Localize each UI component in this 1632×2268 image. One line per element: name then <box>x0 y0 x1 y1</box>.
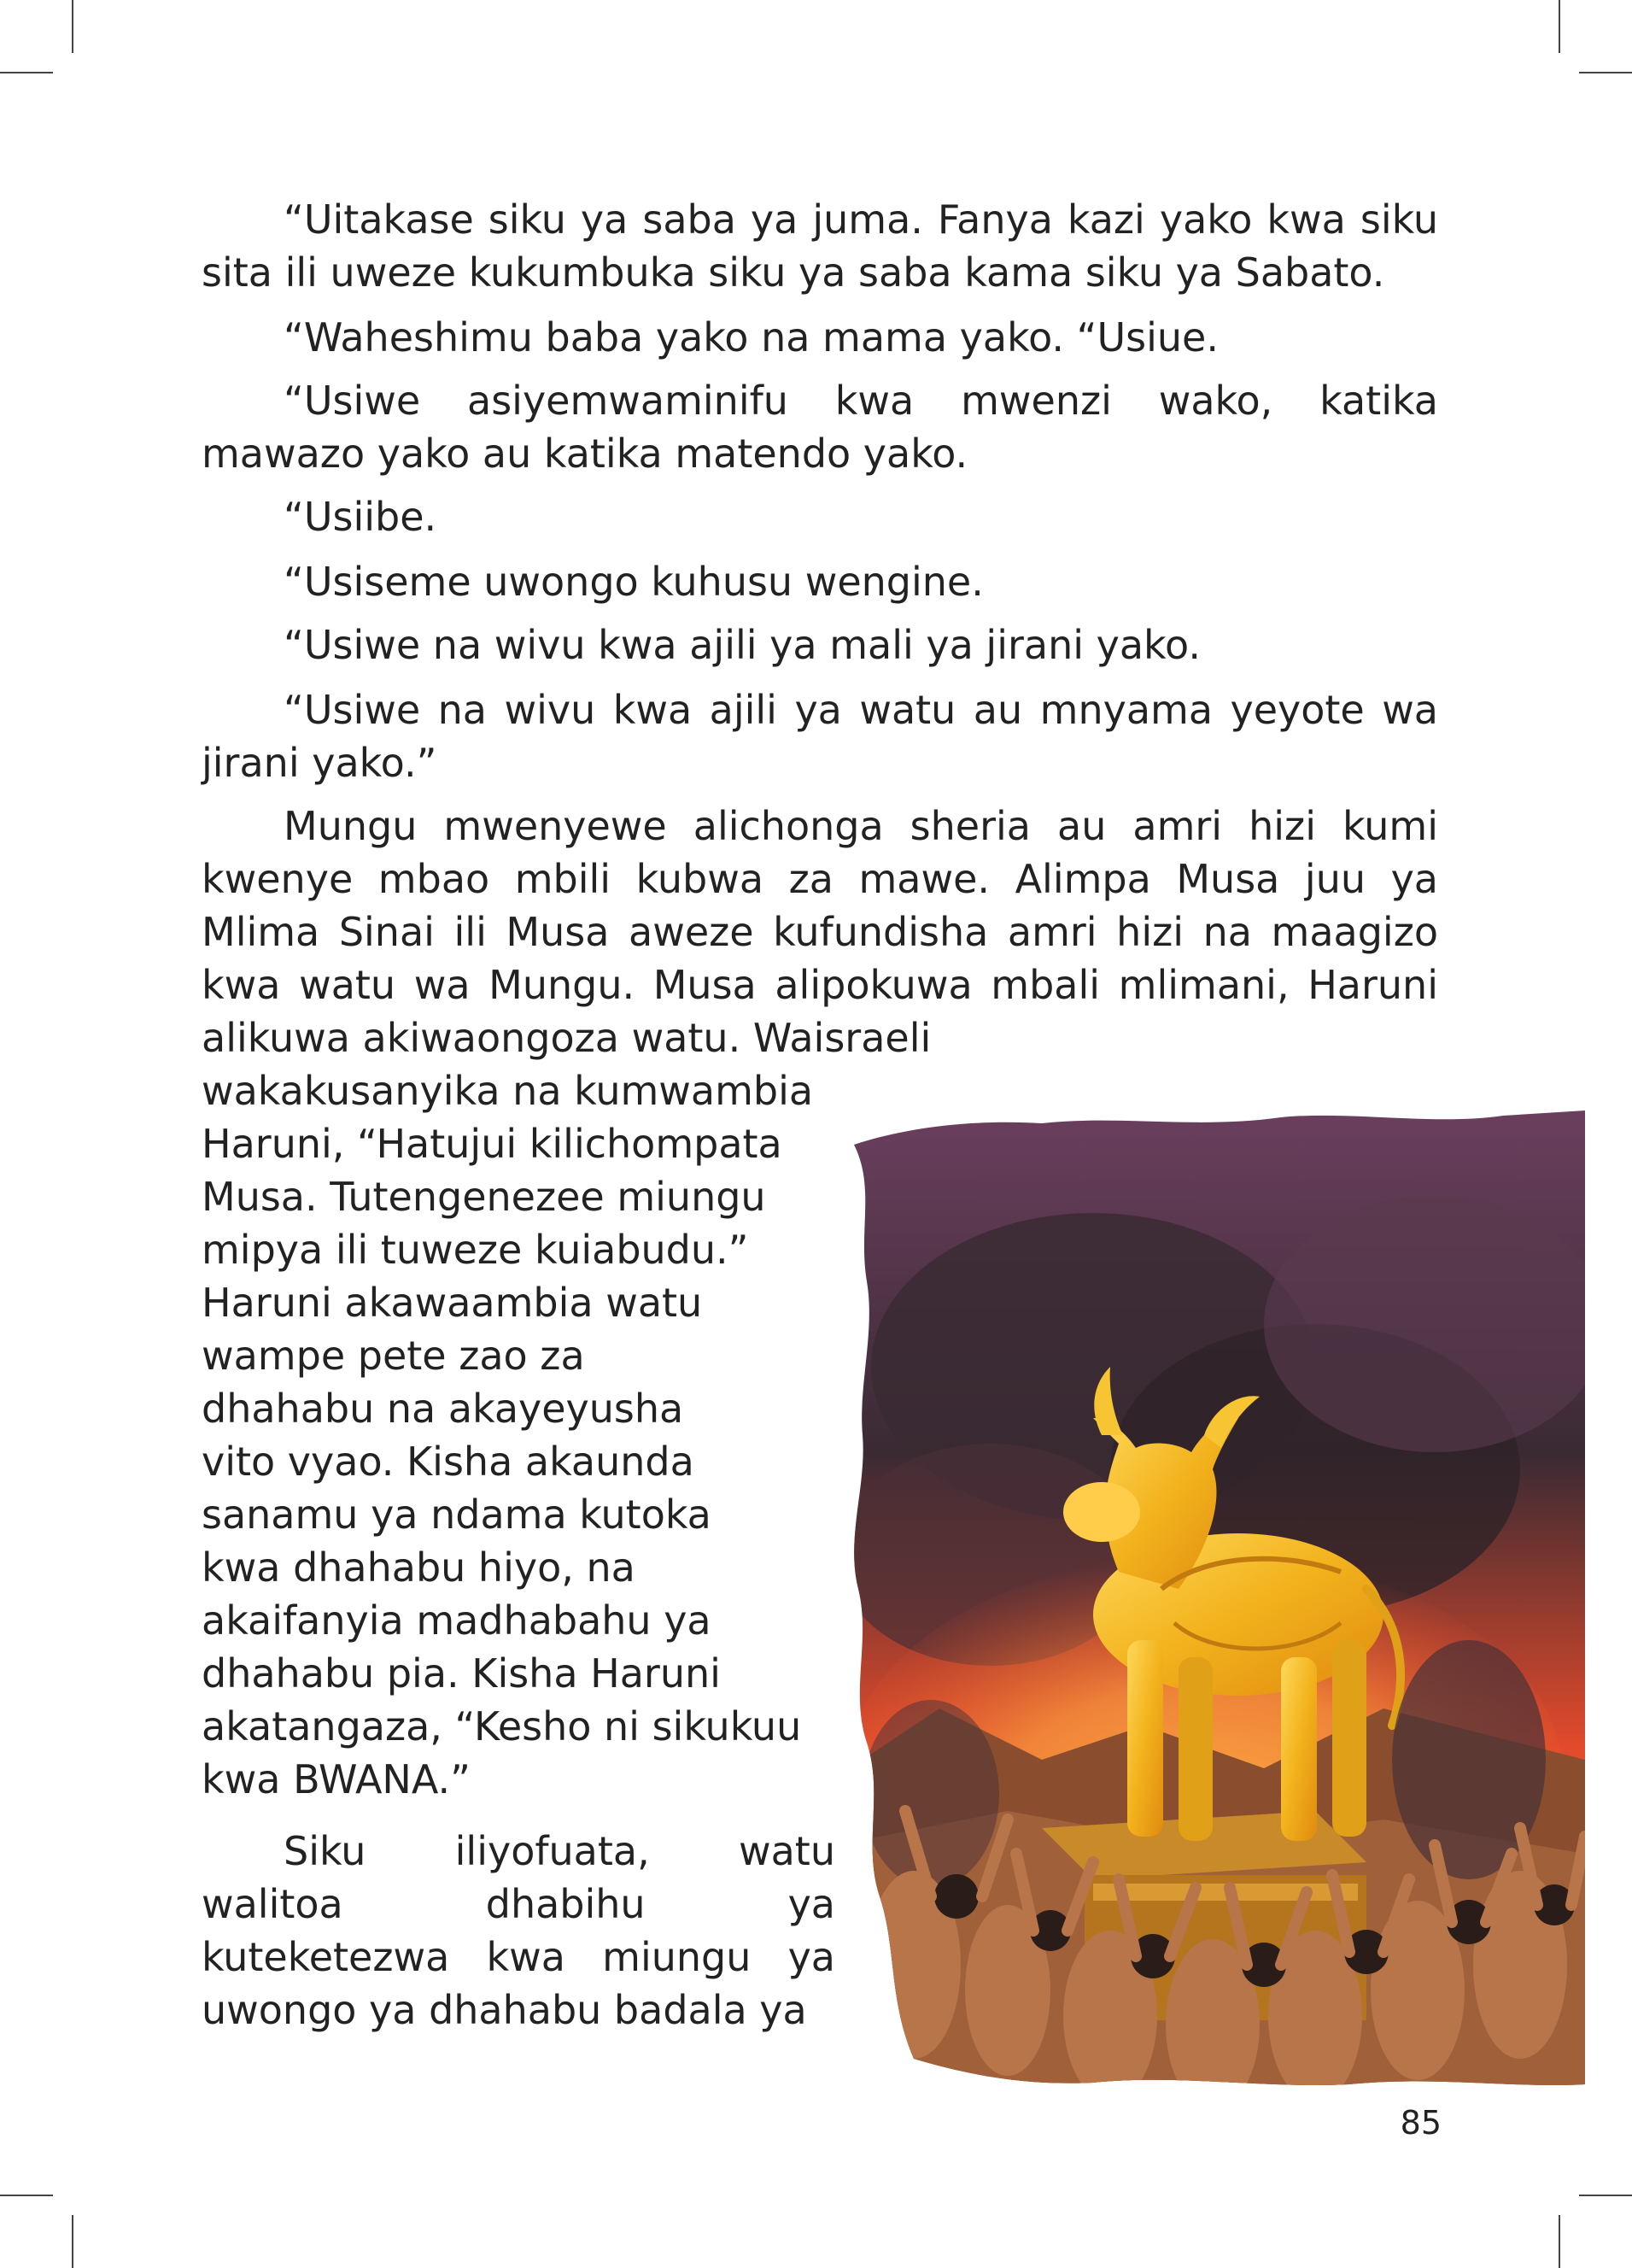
paragraph-covet-people: “Usiwe na wivu kwa ajili ya watu au mnyama yeyote wa jirani yako.” <box>202 687 1438 786</box>
wrap-line: Haruni akawaambia watu <box>202 1280 703 1326</box>
wrap-line: Musa. Tutengenezee miungu <box>202 1174 766 1220</box>
wrap-line: Haruni, “Hatujui kilichompata <box>202 1121 782 1167</box>
wrap-line: akatangaza, “Kesho ni sikukuu <box>202 1703 802 1749</box>
crop-mark-top-right-h <box>1579 72 1632 73</box>
crop-mark-bottom-right-h <box>1579 2195 1632 2196</box>
paragraph-covet-property: “Usiwe na wivu kwa ajili ya mali ya jirani yako. <box>284 622 1201 668</box>
wrap-line: kwa BWANA.” <box>202 1756 471 1802</box>
crop-mark-bottom-right-v <box>1559 2215 1560 2268</box>
wrap-line: vito vyao. Kisha akaunda <box>202 1439 694 1485</box>
crop-mark-top-left-v <box>72 0 73 53</box>
wrap-line: kwa dhahabu hiyo, na <box>202 1544 635 1591</box>
wrap-line: dhahabu pia. Kisha Haruni <box>202 1650 721 1697</box>
wrap-line: wampe pete zao za <box>202 1333 585 1379</box>
paragraph-do-not-steal: “Usiibe. <box>284 494 437 540</box>
golden-calf-illustration <box>837 1111 1585 2089</box>
paragraph-do-not-lie: “Usiseme uwongo kuhusu wengine. <box>284 559 984 605</box>
paragraph-sabbath: “Uitakase siku ya saba ya juma. Fanya kazi yako kwa siku sita ili uweze kukumbuka siku ya saba kama siku ya Sabato. <box>202 196 1438 296</box>
paragraph-honor-parents: “Waheshimu baba yako na mama yako. “Usiue. <box>284 314 1219 360</box>
paragraph-faithful: “Usiwe asiyemwaminifu kwa mwenzi wako, katika mawazo yako au katika matendo yako. <box>202 378 1438 477</box>
wrap-line: mipya ili tuweze kuiabudu.” <box>202 1227 749 1273</box>
wrap-line: wakakusanyika na kumwambia <box>202 1068 814 1114</box>
page-number: 85 <box>1400 2104 1442 2142</box>
paragraph-next-day: Siku iliyofuata, watu walitoa dhabihu ya kuteketezwa kwa miungu ya uwongo ya dhahabu badala ya <box>202 1828 835 2033</box>
wrap-line: sanamu ya ndama kutoka <box>202 1491 711 1538</box>
wrap-line: dhahabu na akayeyusha <box>202 1386 684 1432</box>
paragraph-stone-tablets: Mungu mwenyewe alichonga sheria au amri hizi kumi kwenye mbao mbili kubwa za mawe. Alimpa Musa juu ya Mlima Sinai ili Musa aweze kufundisha amri hizi na maagizo kwa watu wa Mungu. Musa alipokuwa mbali mlimani, Haruni alikuwa akiwaongoza watu. Waisraeli <box>202 803 1438 1061</box>
wrap-line: akaifanyia madhabahu ya <box>202 1597 711 1644</box>
crop-mark-top-right-v <box>1559 0 1560 53</box>
crop-mark-bottom-left-v <box>72 2215 73 2268</box>
crop-mark-top-left-h <box>0 72 53 73</box>
crop-mark-bottom-left-h <box>0 2195 53 2196</box>
